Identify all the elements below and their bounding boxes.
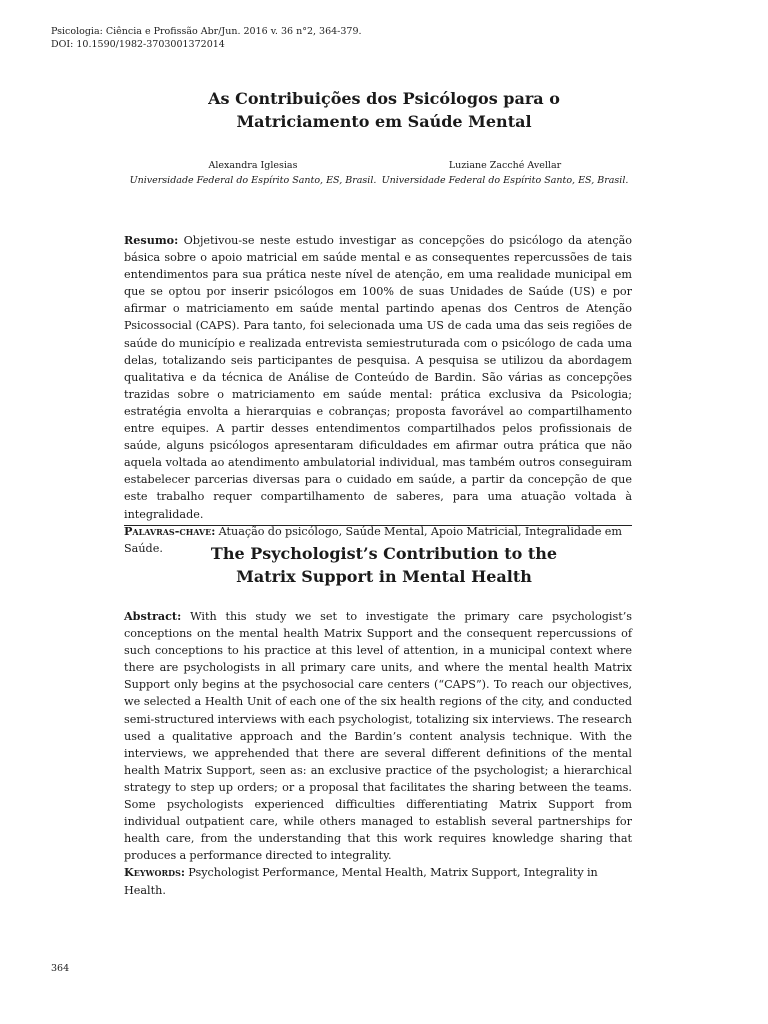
abstract-label: Abstract: [124, 609, 182, 623]
title-portuguese-line-2: Matriciamento em Saúde Mental [236, 112, 532, 131]
keywords-label: Palavras-chave: [124, 523, 216, 538]
keywords-line [124, 864, 632, 898]
doi-line: DOI: 10.1590/1982-3703001372014 [51, 39, 225, 50]
title-portuguese [0, 87, 768, 133]
title-portuguese-line-1: As Contribuições dos Psicólogos para o [208, 89, 560, 108]
title-english [0, 542, 768, 588]
keywords-text: Psychologist Performance, Mental Health, Matrix Support, Integrality in Health. [124, 866, 598, 897]
journal-citation: Psicologia: Ciência e Profissão Abr/Jun. 2016 v. 36 n°2, 364-379. [51, 26, 362, 37]
abstract-text: Objetivou-se neste estudo investigar as concepções do psicólogo da atenção básica sobre o apoio matricial em saúde mental e as consequentes repercussões de tais entendimentos para sua prática neste nível de atenção, em uma realidade municipal em que se optou por inserir psicólogos em 100% de suas Unidades de Saúde (US) e por afirmar o matriciamento em saúde mental partindo apenas dos Centros de Atenção Psicossocial (CAPS). Para tanto, foi selecionada uma US de cada uma das seis regiões de saúde do município e realizada entrevista semiestruturada com o psicólogo de cada uma delas, totalizando seis participantes de pesquisa. A pesquisa se utilizou da abordagem qualitativa e da técnica de Análise de Conteúdo de Bardin. São várias as concepções trazidas sobre o matriciamento em saúde mental: prática exclusiva da Psicologia; estratégia envolta a hierarquias e cobranças; proposta favorável ao compartilhamento entre equipes. A partir desses entendimentos compartilhados pelos profissionais de saúde, alguns psicólogos apresentaram dificuldades em afirmar outra prática que não aquela voltada ao atendimento ambulatorial individual, mas também outros conseguiram estabelecer parcerias diversas para o cuidado em saúde, a partir da concepção de que este trabalho requer compartilhamento de saberes, para uma atuação voltada à integralidade. [124, 234, 632, 521]
page-number: 364 [51, 963, 70, 974]
abstract-english [124, 608, 632, 899]
journal-header [51, 25, 362, 51]
author-name: Luziane Zacché Avellar [448, 160, 562, 171]
author-affiliation: Universidade Federal do Espírito Santo, ES, Brasil. [129, 175, 377, 186]
keywords-label: Keywords: [124, 865, 185, 880]
author-block-1 [120, 158, 386, 188]
author-name: Alexandra Iglesias [208, 160, 298, 171]
title-english-line-2: Matrix Support in Mental Health [236, 567, 532, 586]
title-english-line-1: The Psychologist’s Contribution to the [210, 544, 558, 563]
abstract-portuguese [124, 232, 632, 557]
section-divider [124, 525, 632, 526]
keywords-text: Atuação do psicólogo, Saúde Mental, Apoio Matricial, Integralidade em Saúde. [124, 524, 623, 555]
abstract-text: With this study we set to investigate the primary care psychologist’s conceptions on the mental health Matrix Support and the consequent repercussions of such conceptions to his practice at this level of attention, in a municipal context where there are psychologists in all primary care units, and where the mental health Matrix Support only begins at the psychosocial care centers (“CAPS”). To reach our objectives, we selected a Health Unit of each one of the six health regions of the city, and conducted semi-structured interviews with each psychologist, totalizing six interviews. The research used a qualitative approach and the Bardin’s content analysis technique. With the interviews, we apprehended that there are several different definitions of the mental health Matrix Support, seen as: an exclusive practice of the psychologist; a hierarchical strategy to step up orders; or a proposal that facilitates the sharing between the teams. Some psychologists experienced difficulties differentiating Matrix Support from individual outpatient care, while others managed to establish several partnerships for health care, from the understanding that this work requires knowledge sharing that produces a performance directed to integrality. [124, 610, 632, 863]
author-affiliation: Universidade Federal do Espírito Santo, ES, Brasil. [381, 175, 629, 186]
abstract-label: Resumo: [124, 233, 179, 247]
author-block-2 [372, 158, 638, 188]
